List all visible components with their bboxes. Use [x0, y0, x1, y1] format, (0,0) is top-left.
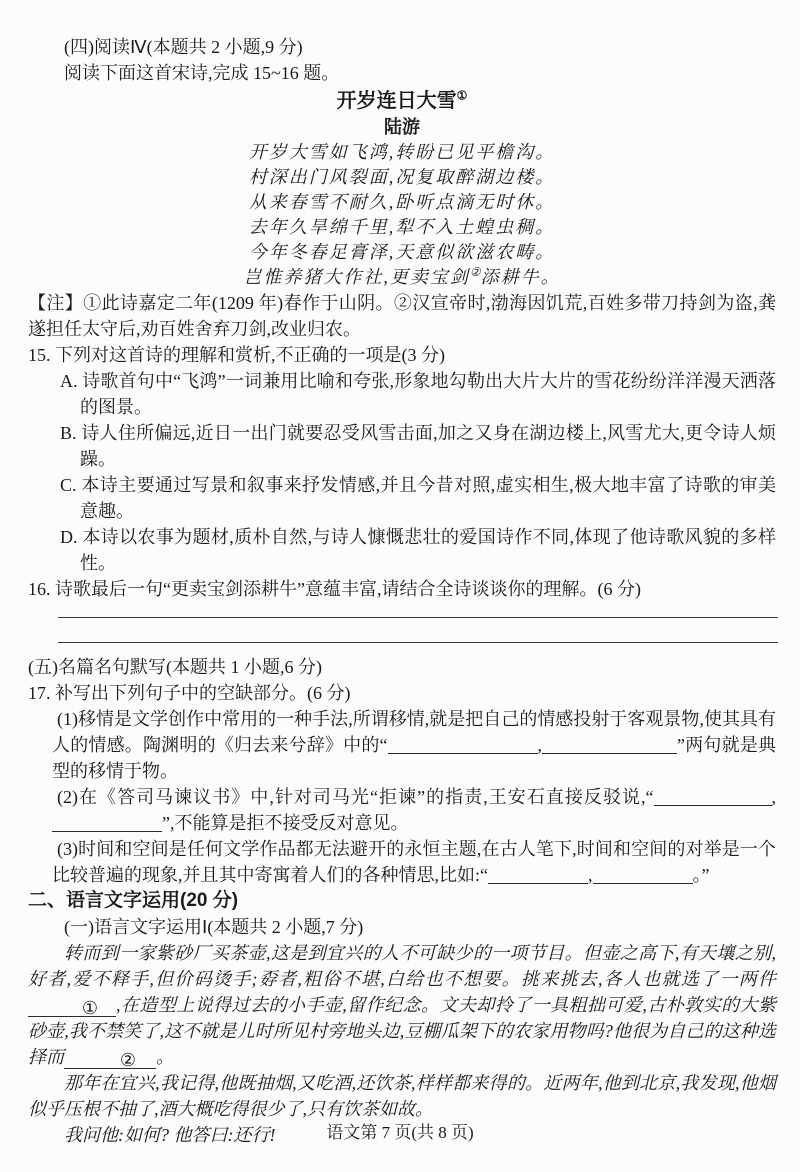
passage-blank-1: ①: [28, 999, 116, 1017]
poem-title-text: 开岁连日大雪: [336, 90, 457, 112]
section-5-heading: (五)名篇名句默写(本题共 1 小题,6 分): [28, 657, 322, 677]
section-4-heading: (四)阅读Ⅳ(本题共 2 小题,9 分): [64, 37, 303, 57]
poem-line: 开岁大雪如飞鸿,转盼已见平檐沟。: [248, 142, 556, 162]
passage-blank-2: ②: [64, 1051, 156, 1069]
option-c-label: C.: [60, 475, 82, 495]
option-d-label: D.: [60, 527, 83, 547]
q17-3-blank-1: [488, 866, 588, 884]
option-c: [60, 472, 776, 524]
q17-1-blank-2: [542, 736, 677, 754]
poem-body: [28, 140, 776, 290]
answer-line: [58, 642, 778, 643]
passage-paragraph-3: 我问他:如何? 他答曰:还行!: [64, 1125, 276, 1145]
section-2-heading: 二、语言文字运用(20 分): [28, 890, 239, 911]
q17-item-3: (3)时间和空间是任何文学作品都无法避开的永恒主题,在古人笔下,时间和空间的对举是一个比较普遍的现象,并且其中寄寓着人们的各种情思,比如:“ , 。”: [52, 839, 776, 885]
option-b: [60, 420, 776, 472]
passage-paragraph-2: 那年在宜兴,我记得,他既抽烟,又吃酒,还饮茶,样样都来得的。近两年,他到北京,我发现,他烟似乎压根不抽了,酒大概吃得很少了,只有饮茶如故。: [28, 1073, 776, 1119]
poem-line: 今年冬春足膏泽,天意似欲滋农畴。: [248, 242, 556, 262]
poem-author: 陆游: [384, 117, 420, 137]
poem-title: [28, 88, 776, 114]
q17-1-blank-1: [388, 736, 538, 754]
option-d: [60, 524, 777, 576]
option-b-label: B.: [60, 423, 82, 443]
question-15-stem: 15. 下列对这首诗的理解和赏析,不正确的一项是(3 分): [28, 345, 445, 365]
q17-3-blank-2: [593, 866, 693, 884]
option-d-text: 本诗以农事为题材,质朴自然,与诗人慷慨悲壮的爱国诗作不同,体现了他诗歌风貌的多样性。: [80, 527, 777, 573]
poem-note: 【注】①此诗嘉定二年(1209 年)春作于山阴。②汉宣帝时,渤海因饥荒,百姓多带刀持剑为盗,龚遂担任太守后,劝百姓舍弃刀剑,改业归农。: [28, 293, 776, 339]
option-b-text: 诗人住所偏远,近日一出门就要忍受风雪击面,加之又身在湖边楼上,风雪尤大,更令诗人烦躁。: [80, 423, 776, 469]
passage-paragraph-1: 转而到一家紫砂厂买茶壶,这是到宜兴的人不可缺少的一项节目。但壶之高下,有天壤之别,好者,爱不释手,但价码烫手;孬者,粗俗不堪,白给也不想要。挑来挑去,各人也就选了一两件① ,在造型上说得过去的小手壶,留作纪念。文夫却拎了一具粗拙可爱,古朴敦实的大紫砂壶,我不禁笑了,这不就是儿时所见村旁地头边,豆棚瓜架下的农家用物吗?他很为自己的这种选择而 ② 。: [28, 943, 776, 1070]
q17-item-1: (1)移情是文学创作中常用的一种手法,所谓移情,就是把自己的情感投射于客观景物,使其具有人的情感。陶渊明的《归去来兮辞》中的“ , ”两句就是典型的移情于物。: [52, 709, 776, 781]
q17-2-blank-1: [654, 788, 772, 806]
reading-intro: 阅读下面这首宋诗,完成 15~16 题。: [64, 63, 340, 83]
poem-block: [28, 88, 776, 290]
q17-item-2: (2)在《答司马谏议书》中,针对司马光“拒谏”的指责,王安石直接反驳说,“ ,”,不能算是拒不接受反对意见。: [52, 784, 776, 836]
option-c-text: 本诗主要通过写景和叙事来抒发情感,并且今昔对照,虚实相生,极大地丰富了诗歌的审美意趣。: [80, 475, 776, 521]
option-a-label: A.: [60, 371, 83, 391]
poem-title-note-marker: ①: [456, 88, 468, 103]
question-16-stem: 16. 诗歌最后一句“更卖宝剑添耕牛”意蕴丰富,请结合全诗谈谈你的理解。(6 分): [28, 579, 641, 599]
poem-line: 村深出门风裂面,况复取醉湖边楼。: [248, 167, 556, 187]
answer-line: [58, 617, 778, 618]
option-a-text: 诗歌首句中“飞鸿”一词兼用比喻和夸张,形象地勾勒出大片大片的雪花纷纷洋洋漫天洒落的图景。: [80, 371, 776, 417]
question-17-stem: 17. 补写出下列句子中的空缺部分。(6 分): [28, 683, 351, 703]
poem-line-last: 岂惟养猪大作社,更卖宝剑②添耕牛。: [243, 265, 561, 287]
section-2-1-heading: (一)语言文字运用Ⅰ(本题共 2 小题,7 分): [64, 917, 364, 937]
poem-line: 从来春雪不耐久,卧听点滴无时休。: [248, 192, 556, 212]
option-a: [60, 368, 776, 420]
q17-2-blank-2: [52, 814, 162, 832]
page-footer: 语文第 7 页(共 8 页): [326, 1123, 474, 1142]
footnote-marker: ②: [469, 265, 481, 279]
poem-line: 去年久旱绵千里,犁不入土蝗虫稠。: [248, 217, 556, 237]
